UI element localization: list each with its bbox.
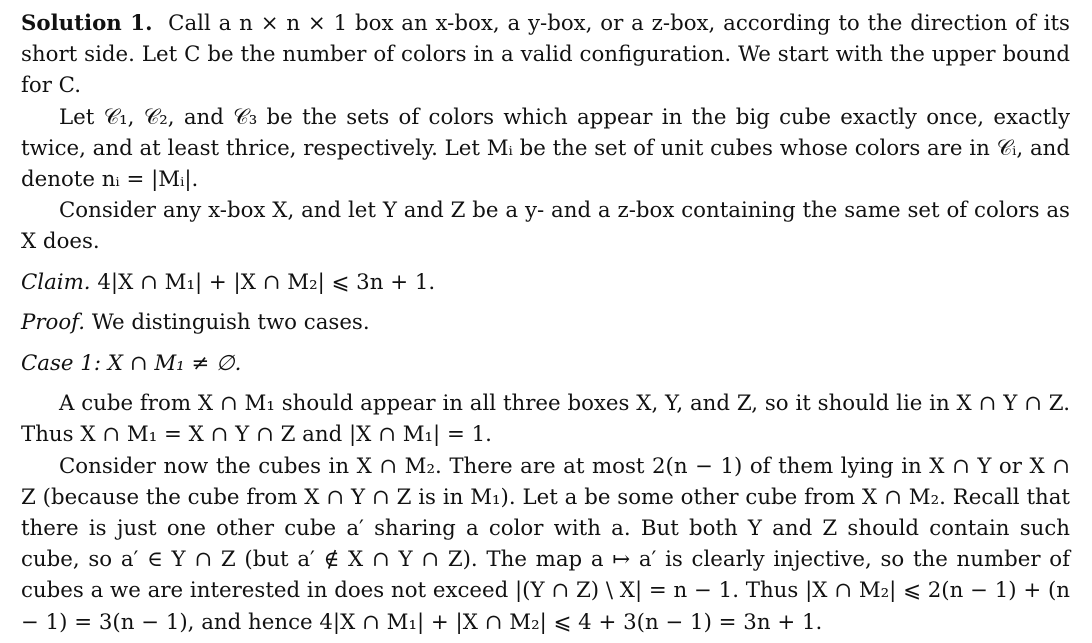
- claim-line: [21, 267, 1070, 298]
- case1-heading: Case 1: X ∩ M₁ ≠ ∅.: [21, 351, 242, 377]
- sets-paragraph: Let 𝒞₁, 𝒞₂, and 𝒞₃ be the sets of colors which appear in the big cube exactly once, exactly twice, and at least thrice, respectively. Let Mᵢ be the set of unit cubes whose colors are in 𝒞ᵢ, and denote nᵢ = |Mᵢ|.: [21, 104, 1070, 193]
- claim-statement: 4|X ∩ M₁| + |X ∩ M₂| ⩽ 3n + 1.: [97, 269, 436, 295]
- proof-line: [21, 307, 1070, 338]
- cube-paragraph: A cube from X ∩ M₁ should appear in all three boxes X, Y, and Z, so it should lie in X ∩ Y ∩ Z. Thus X ∩ M₁ = X ∩ Y ∩ Z and |X ∩ M₁| = 1.: [21, 391, 1070, 448]
- proof-text: We distinguish two cases.: [91, 309, 370, 335]
- solution-heading: Solution 1.: [21, 11, 153, 36]
- consider-paragraph: Consider any x-box X, and let Y and Z be a y- and a z-box containing the same set of colors as X does.: [21, 198, 1070, 255]
- claim-label: Claim.: [21, 269, 91, 295]
- m2-paragraph: Consider now the cubes in X ∩ M₂. There are at most 2(n − 1) of them lying in X ∩ Y or X ∩ Z (because the cube from X ∩ Y ∩ Z is in M₁). Let a be some other cube from X ∩ M₂. Recall that there is just one other cube a′ sharing a color with a. But both Y and Z should contain such cube, so a′ ∈ Y ∩ Z (but a′ ∉ X ∩ Y ∩ Z). The map a ↦ a′ is clearly injective, so the number of cubes a we are interested in does not exceed |(Y ∩ Z) \ X| = n − 1. Thus |X ∩ M₂| ⩽ 2(n − 1) + (n − 1) = 3(n − 1), and hence 4|X ∩ M₁| + |X ∩ M₂| ⩽ 4 + 3(n − 1) = 3n + 1.: [21, 453, 1070, 635]
- proof-label: Proof.: [21, 309, 86, 335]
- solution-intro-paragraph: [21, 8, 1070, 102]
- solution-intro-text: Call a n × n × 1 box an x-box, a y-box, or a z-box, according to the direction of its short side. Let C be the number of colors in a valid configuration. We start with the upper bound for C.: [21, 11, 1070, 99]
